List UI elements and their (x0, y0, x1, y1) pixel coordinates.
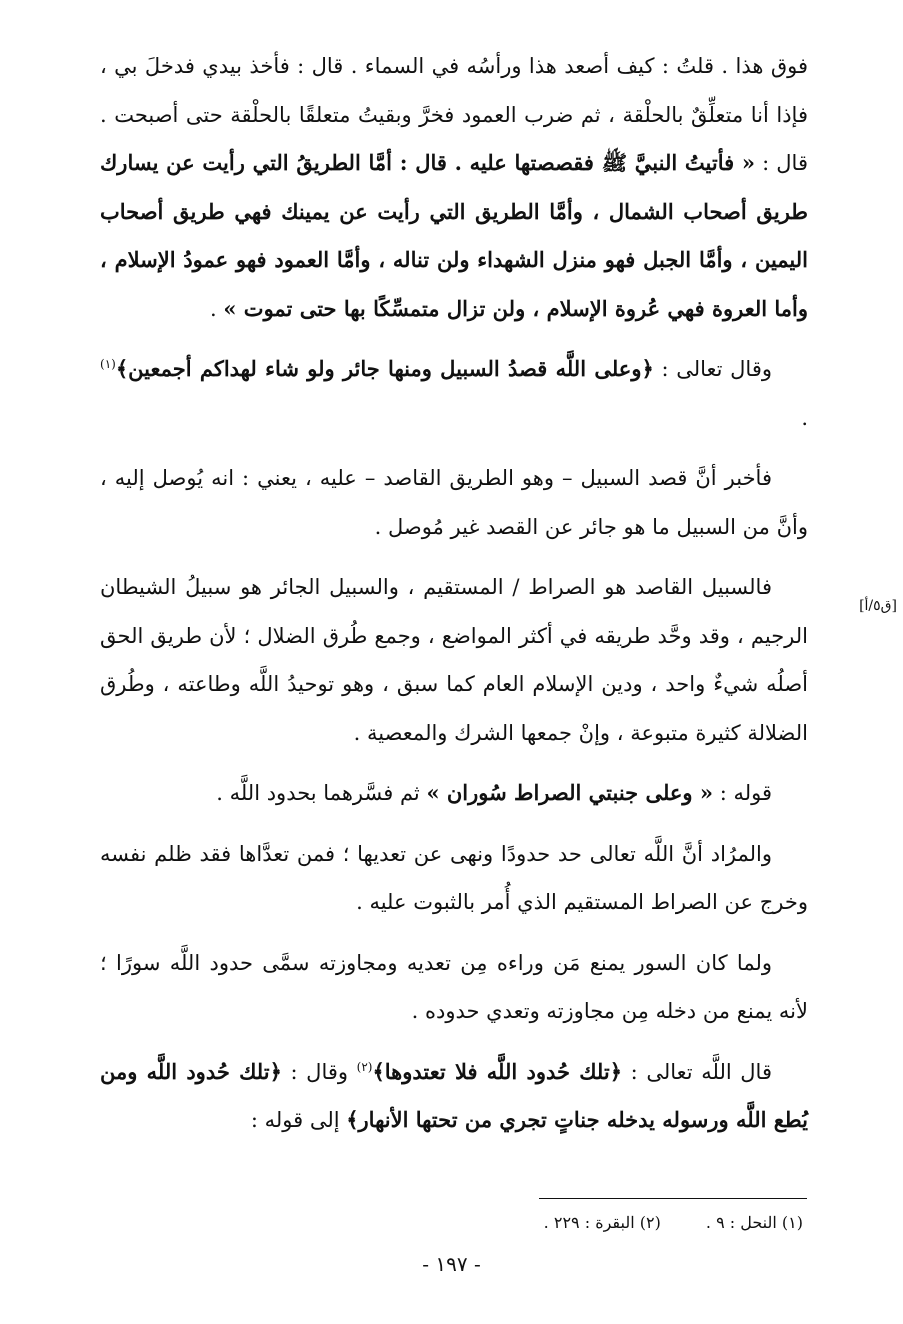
paragraph (100, 769, 808, 818)
text-run: ولما كان السور يمنع مَن وراءه مِن تعديه ومجاوزته سمَّى حدود اللَّه سورًا ؛ لأنه يمنع من دخله مِن مجاوزته وتعدي حدوده . (100, 950, 808, 1023)
text-run: قوله : (713, 781, 772, 805)
text-run: فالسبيل القاصد هو الصراط / المستقيم ، والسبيل الجائر هو سبيلُ الشيطان الرجيم ، وقد وحَّد طريقه في أكثر المواضع ، وجمع طُرق الضلال ؛ لأن طريق الحق أصلُه شيءٌ واحد ، ودين الإسلام العام كما سبق ، وهو توحيدُ اللَّه وطاعته ، وطُرق الضلالة كثيرة متبوعة ، وإنْ جمعها الشرك والمعصية . (100, 575, 808, 745)
paragraph (100, 1048, 808, 1145)
text-run: فأخبر أنَّ قصد السبيل – وهو الطريق القاصد – عليه ، يعني : انه يُوصل إليه ، وأنَّ من السبيل ما هو جائر عن القصد غير مُوصل . (100, 466, 808, 539)
text-run: ثم فسَّرهما بحدود اللَّه . (216, 781, 427, 805)
page-number: - ١٩٧ - (422, 1252, 481, 1276)
quoted-text: « وعلى جنبتي الصراط سُوران » (426, 780, 714, 805)
paragraph (100, 563, 808, 757)
paragraph (100, 830, 808, 927)
paragraph (100, 454, 808, 551)
text-run: وقال تعالى : (653, 357, 772, 381)
text-run: . (801, 405, 808, 430)
footnote-ref: (٢) (356, 1059, 373, 1074)
text-run: والمرُاد أنَّ اللَّه تعالى حد حدودًا ونهى عن تعديها ؛ فمن تعدَّاها فقد ظلم نفسه وخرج عن الصراط المستقيم الذي أُمر بالثبوت عليه . (100, 841, 808, 914)
text-run: وقال : (281, 1059, 357, 1084)
footnote-1: (١) النحل : ٩ . (705, 1213, 803, 1232)
text-run: . (210, 296, 224, 321)
manuscript-folio-note: [ق٥/أ] (859, 598, 897, 614)
main-text (100, 42, 808, 1157)
quoted-text: ﴿وعلى اللَّه قصدُ السبيل ومنها جائر ولو شاء لهداكم أجمعين﴾ (115, 356, 654, 381)
footnote-separator (539, 1198, 807, 1199)
footnotes (243, 1208, 803, 1238)
quoted-text: ﴿تلك حُدود اللَّه فلا تعتدوها﴾ (372, 1058, 623, 1084)
footnote-ref: (١) (100, 357, 116, 371)
quoted-text: « فأتيتُ النبيَّ ﷺ فقصصتها عليه . قال : أمَّا الطريقُ التي رأيت عن يسارك طريق أصحاب الشمال ، وأمَّا الطريق التي رأيت عن يمينك فهي طريق أصحاب اليمين ، وأمَّا الجبل فهو منزل الشهداء ولن تناله ، وأمَّا العمود فهو عمودُ الإسلام ، وأما العروة فهي عُروة الإسلام ، ولن تزال متمسِّكًا بها حتى تموت » (100, 150, 808, 321)
text-run: فوق هذا . قلتُ : كيف أصعد هذا ورأسُه في السماء . قال : فأخذ بيدي فدخلَ بي ، فإذا أنا متعلِّقٌ بالحلْقة ، ثم ضرب العمود فخرَّ وبقيتُ متعلقًا بالحلْقة حتى أصبحت . قال : (100, 54, 808, 175)
paragraph (100, 42, 808, 333)
paragraph (100, 939, 808, 1036)
quoted-text: ﴿تلك حُدود اللَّه ومن يُطع اللَّه ورسوله يدخله جناتٍ تجري من تحتها الأنهار﴾ (100, 1058, 808, 1132)
footnote-2: (٢) البقرة : ٢٢٩ . (543, 1213, 661, 1232)
text-run: قال اللَّه تعالى : (622, 1059, 772, 1084)
paragraph (100, 345, 808, 442)
text-run: إلى قوله : (250, 1108, 347, 1132)
